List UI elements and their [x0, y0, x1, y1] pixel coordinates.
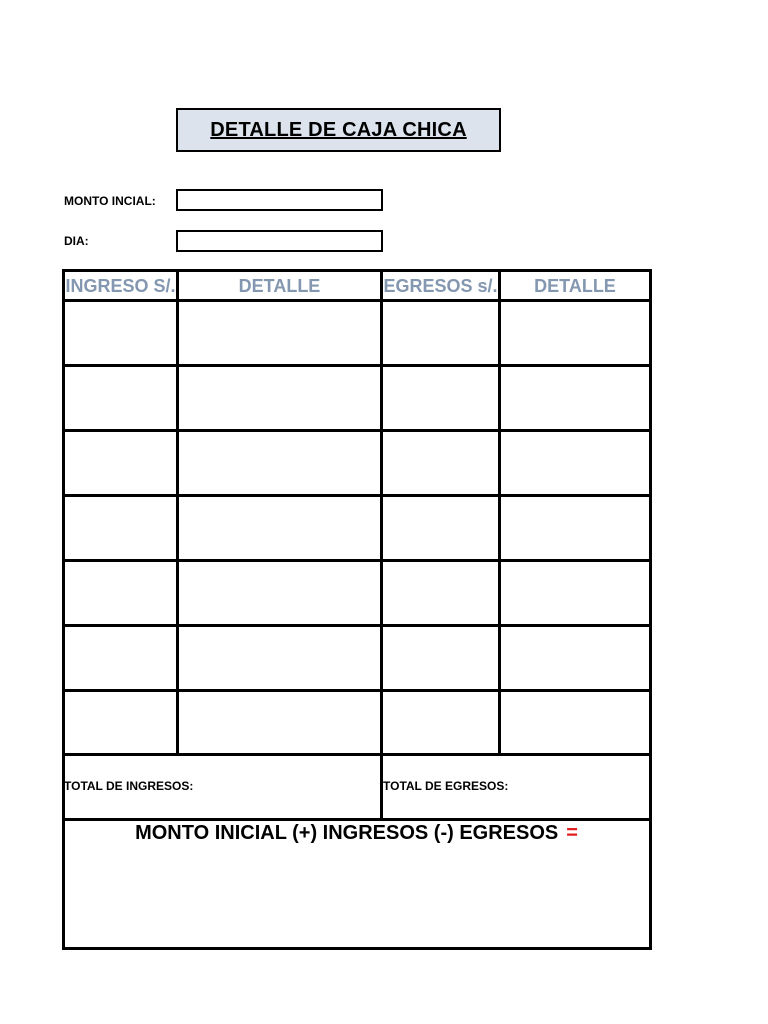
ingreso-cell[interactable]: [65, 497, 176, 559]
header-detalle-egreso: DETALLE: [534, 275, 616, 296]
detalle-ingreso-cell[interactable]: [179, 692, 380, 753]
detalle-egreso-cell[interactable]: [501, 497, 649, 559]
ingreso-cell[interactable]: [65, 562, 176, 624]
page-title-box: [176, 108, 501, 152]
ingreso-cell[interactable]: [65, 692, 176, 753]
balance-formula: [64, 822, 649, 845]
detalle-ingreso-cell[interactable]: [179, 497, 380, 559]
ingreso-cell[interactable]: [65, 432, 176, 494]
detalle-egreso-cell[interactable]: [501, 432, 649, 494]
total-egresos-label: TOTAL DE EGRESOS:: [383, 779, 509, 793]
detalle-ingreso-cell[interactable]: [179, 627, 380, 689]
header-detalle-ingreso: DETALLE: [238, 275, 321, 296]
dia-input[interactable]: [176, 230, 383, 252]
egreso-cell[interactable]: [383, 302, 498, 364]
monto-inicial-input[interactable]: [176, 189, 383, 211]
ingreso-cell[interactable]: [65, 302, 176, 364]
egreso-cell[interactable]: [383, 562, 498, 624]
detalle-ingreso-cell[interactable]: [179, 367, 380, 429]
detalle-egreso-cell[interactable]: [501, 692, 649, 753]
table-line: [62, 753, 652, 756]
balance-result-area[interactable]: [65, 852, 649, 947]
egreso-cell[interactable]: [383, 692, 498, 753]
table-line: [62, 947, 652, 950]
equals-sign: =: [566, 822, 578, 844]
header-ingreso: INGRESO S/.: [65, 275, 176, 296]
formula-text: MONTO INICIAL (+) INGRESOS (-) EGRESOS: [135, 822, 559, 844]
ingreso-cell[interactable]: [65, 627, 176, 689]
egreso-cell[interactable]: [383, 432, 498, 494]
detalle-egreso-cell[interactable]: [501, 627, 649, 689]
page-title: DETALLE DE CAJA CHICA: [210, 118, 467, 141]
table-line: [649, 269, 652, 950]
monto-inicial-label: MONTO INCIAL:: [64, 194, 156, 208]
detalle-ingreso-cell[interactable]: [179, 432, 380, 494]
total-ingresos-label: TOTAL DE INGRESOS:: [64, 779, 194, 793]
detalle-ingreso-cell[interactable]: [179, 562, 380, 624]
egreso-cell[interactable]: [383, 627, 498, 689]
egreso-cell[interactable]: [383, 497, 498, 559]
detalle-egreso-cell[interactable]: [501, 562, 649, 624]
ingreso-cell[interactable]: [65, 367, 176, 429]
detalle-egreso-cell[interactable]: [501, 367, 649, 429]
table-line: [62, 818, 652, 821]
dia-label: DIA:: [64, 234, 89, 248]
egreso-cell[interactable]: [383, 367, 498, 429]
header-egresos: EGRESOS s/.: [383, 275, 498, 296]
detalle-egreso-cell[interactable]: [501, 302, 649, 364]
detalle-ingreso-cell[interactable]: [179, 302, 380, 364]
